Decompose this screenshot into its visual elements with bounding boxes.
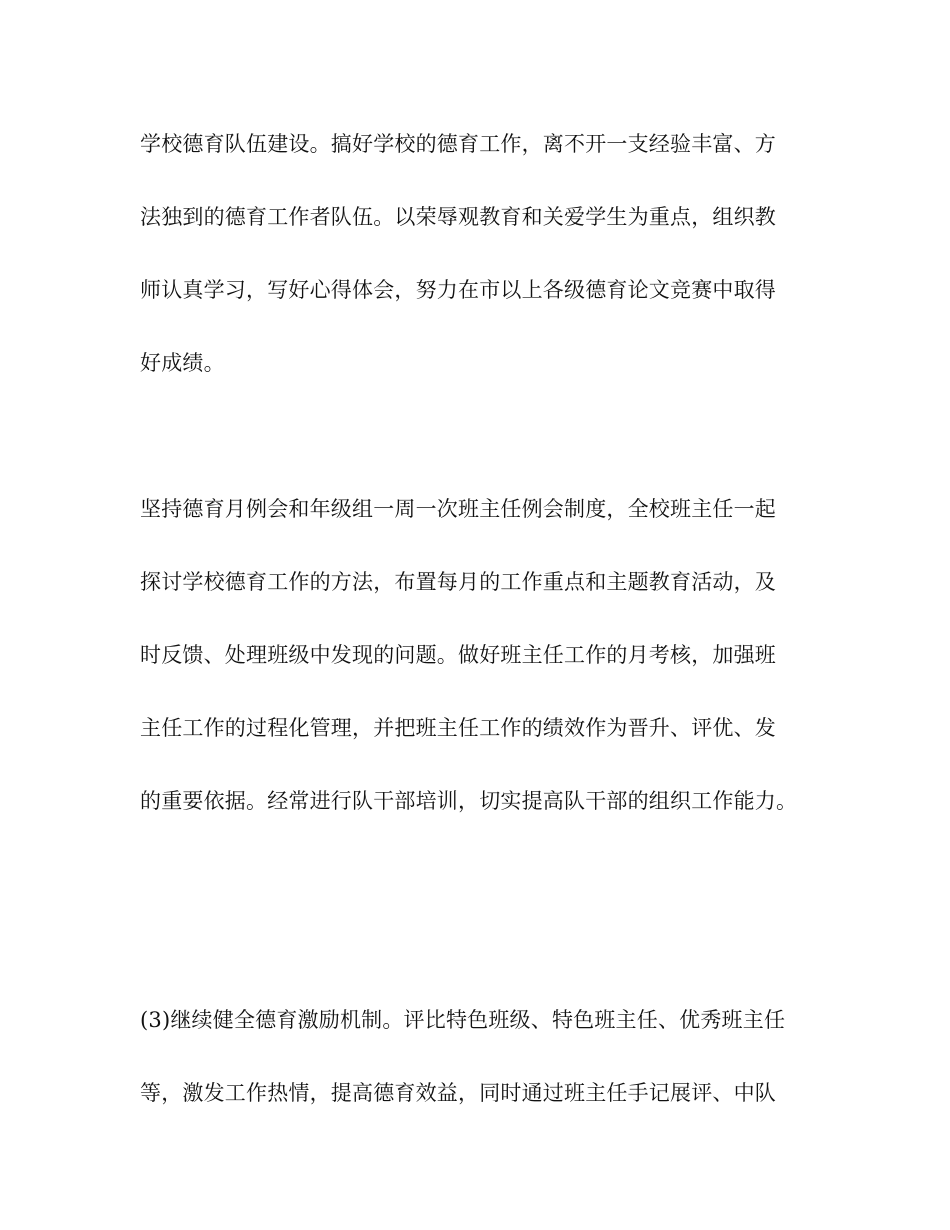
text-line: 的重要依据。经常进行队干部培训，切实提高队干部的组织工作能力。 (140, 789, 798, 813)
text-line: 好成绩。 (140, 351, 225, 375)
text-line: 法独到的德育工作者队伍。以荣辱观教育和关爱学生为重点，组织教 (140, 205, 776, 229)
text-line: 主任工作的过程化管理，并把班主任工作的绩效作为晋升、评优、发 (140, 716, 776, 740)
text-line: 等，激发工作热情，提高德育效益，同时通过班主任手记展评、中队 (140, 1081, 776, 1105)
text-line: (3)继续健全德育激励机制。评比特色班级、特色班主任、优秀班主任 (140, 1008, 786, 1032)
text-line: 师认真学习，写好心得体会，努力在市以上各级德育论文竞赛中取得 (140, 278, 776, 302)
text-line: 时反馈、处理班级中发现的问题。做好班主任工作的月考核，加强班 (140, 643, 776, 667)
text-line: 坚持德育月例会和年级组一周一次班主任例会制度，全校班主任一起 (140, 497, 776, 521)
text-line: 学校德育队伍建设。搞好学校的德育工作，离不开一支经验丰富、方 (140, 132, 776, 156)
text-line: 探讨学校德育工作的方法，布置每月的工作重点和主题教育活动，及 (140, 570, 776, 594)
